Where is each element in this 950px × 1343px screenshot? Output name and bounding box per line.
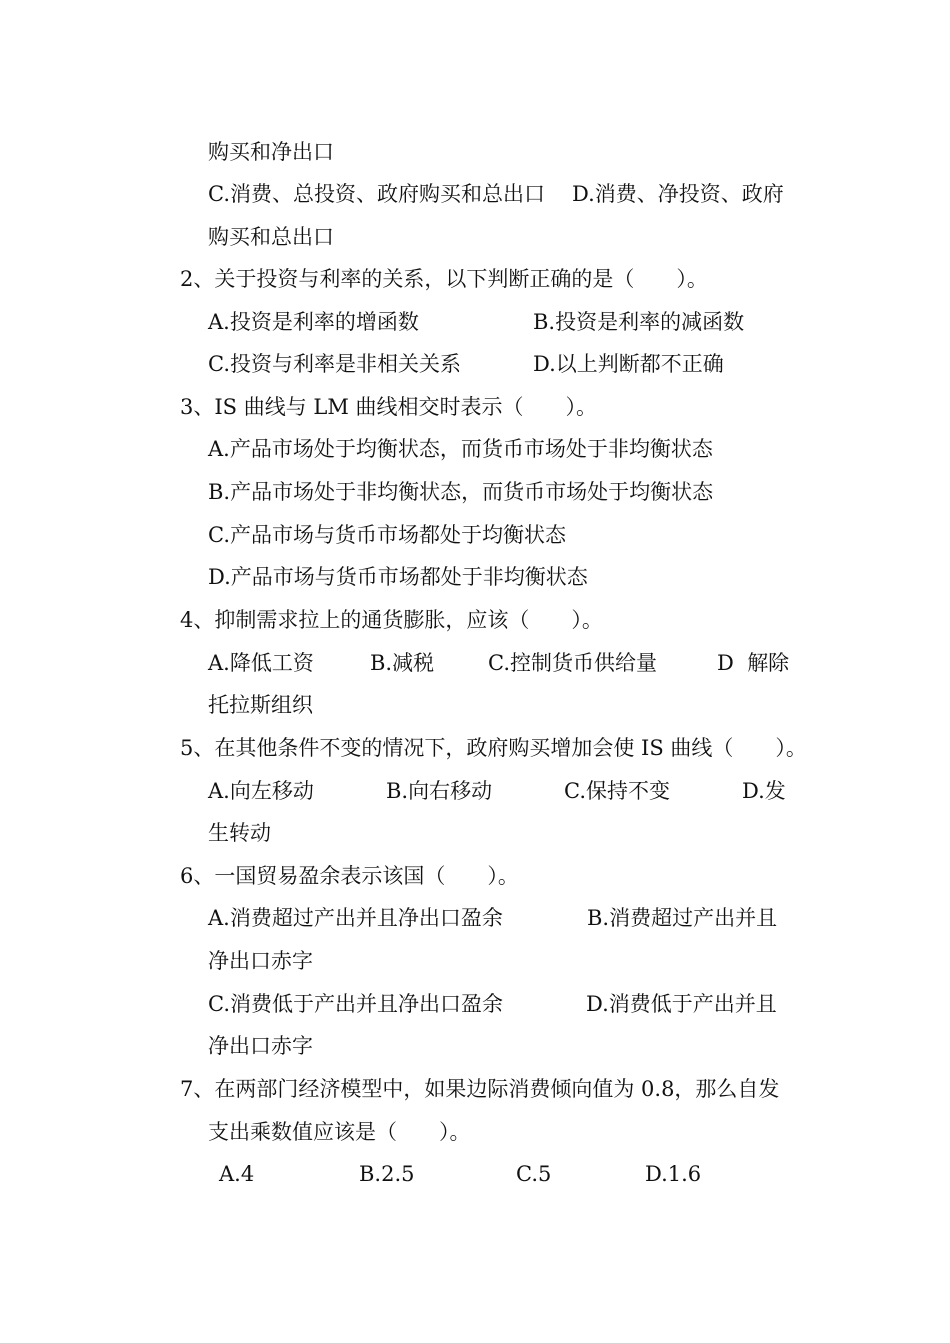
question-6-option-c: C.消费低于产出并且净出口盈余 <box>208 992 503 1016</box>
question-7-stem-cont: 支出乘数值应该是（ ）。 <box>208 1120 471 1144</box>
question-2-option-b: B.投资是利率的减函数 <box>533 310 745 334</box>
question-5-stem: 5、在其他条件不变的情况下，政府购买增加会使 IS 曲线（ ）。 <box>180 736 807 760</box>
question-5-option-d: D.发 <box>742 779 786 803</box>
question-4-option-c: C.控制货币供给量 <box>488 651 657 675</box>
question-6-option-a: A.消费超过产出并且净出口盈余 <box>208 906 503 930</box>
question-3-stem: 3、IS 曲线与 LM 曲线相交时表示（ ）。 <box>180 395 598 419</box>
question-5-option-a: A.向左移动 <box>208 779 314 803</box>
question-6-option-d: D.消费低于产出并且 <box>586 992 777 1016</box>
question-7-stem: 7、在两部门经济模型中，如果边际消费倾向值为 0.8，那么自发 <box>180 1077 780 1101</box>
option-d-prev: D.消费、净投资、政府 <box>572 182 784 206</box>
question-6-option-d-cont: 净出口赤字 <box>208 1034 313 1058</box>
question-6-option-b: B.消费超过产出并且 <box>587 906 778 930</box>
question-7-option-a: A.4 <box>219 1162 255 1186</box>
question-3-option-d: D.产品市场与货币市场都处于非均衡状态 <box>208 565 588 589</box>
continuation-line-2: 购买和总出口 <box>208 225 334 249</box>
question-7-option-d: D.1.6 <box>645 1162 702 1186</box>
question-4-option-b: B.减税 <box>370 651 435 675</box>
question-2-option-c: C.投资与利率是非相关关系 <box>208 352 461 376</box>
question-5-option-d-cont: 生转动 <box>208 821 271 845</box>
question-3-option-c: C.产品市场与货币市场都处于均衡状态 <box>208 523 566 547</box>
question-5-option-b: B.向右移动 <box>386 779 493 803</box>
continuation-line-1: 购买和净出口 <box>208 140 334 164</box>
option-c-prev: C.消费、总投资、政府购买和总出口 <box>208 182 545 206</box>
question-2-option-d: D.以上判断都不正确 <box>533 352 724 376</box>
question-6-stem: 6、一国贸易盈余表示该国（ ）。 <box>180 864 519 888</box>
question-2-stem: 2、关于投资与利率的关系，以下判断正确的是（ ）。 <box>180 267 708 291</box>
question-3-option-b: B.产品市场处于非均衡状态，而货币市场处于均衡状态 <box>208 480 714 504</box>
question-5-option-c: C.保持不变 <box>564 779 670 803</box>
question-7-option-b: B.2.5 <box>359 1162 415 1186</box>
question-3-option-a: A.产品市场处于均衡状态，而货币市场处于非均衡状态 <box>208 437 713 461</box>
question-4-option-d-cont: 托拉斯组织 <box>208 693 313 717</box>
question-7-option-c: C.5 <box>516 1162 552 1186</box>
question-2-option-a: A.投资是利率的增函数 <box>208 310 419 334</box>
question-4-option-d: D 解除 <box>717 651 790 675</box>
question-4-stem: 4、抑制需求拉上的通货膨胀，应该（ ）。 <box>180 608 603 632</box>
question-6-option-b-cont: 净出口赤字 <box>208 949 313 973</box>
question-4-option-a: A.降低工资 <box>208 651 314 675</box>
